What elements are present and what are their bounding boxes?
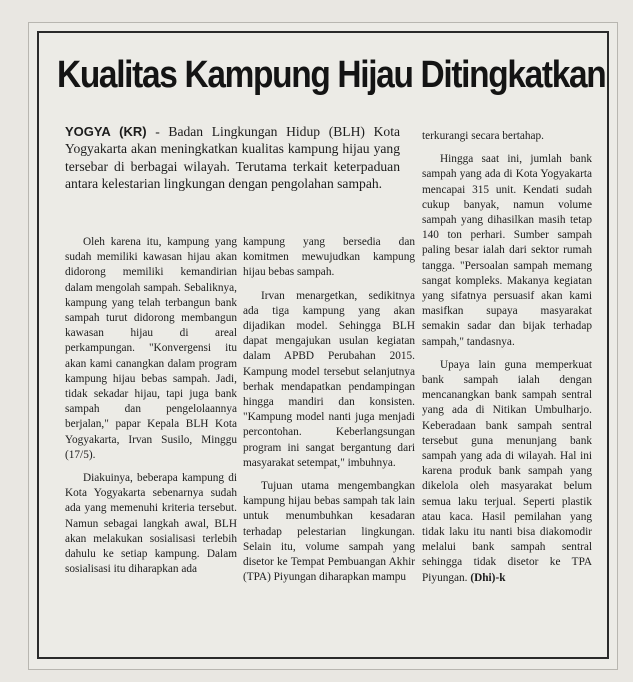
paragraph-text: Upaya lain guna memperkuat bank sampah ialah dengan mencanangkan bank sampah sentral yang ada di Nitikan Umbulharjo. Keberadaan bank sampah sentral tersebut guna menunjang bank sampah yang ada di wilayah. Hal ini karena produk bank sampah yang dikelola oleh masyarakat belum semua laku terjual. Seperti plastik atau kaca. Hasil pemilahan yang tidak laku itu nanti bisa diakomodir melalui bank sampah sentral sehingga tidak disetor ke TPA Piyungan. (422, 358, 592, 584)
article-lead-text: - Badan Lingkungan Hidup (BLH) Kota Yogyakarta akan meningkatkan kualitas kampung hijau yang tersebar di berbagai wilayah. Terutama terkait keterpaduan antara kelestarian lingkungan dengan pengolahan sampah. (65, 124, 400, 192)
paragraph: Diakuinya, beberapa kampung di Kota Yogyakarta sebenarnya sudah ada yang memenuhi kriteria tersebut. Namun sebagai langkah awal, BLH akan melakukan sosialisasi terlebih dahulu ke setiap kampung. Dalam sosialisasi itu diharapkan ada (65, 472, 237, 576)
article-headline: Kualitas Kampung Hijau Ditingkatkan (57, 54, 606, 96)
article-lead (65, 123, 400, 193)
author-signature: (Dhi)-k (470, 571, 506, 584)
article-dateline: YOGYA (KR) (65, 124, 147, 139)
newspaper-clipping (28, 22, 618, 670)
article-column-2 (243, 235, 415, 585)
article-column-3 (422, 129, 592, 586)
article-column-1 (65, 235, 237, 577)
paragraph: Oleh karena itu, kampung yang sudah memiliki kawasan hijau akan didorong memiliki kemandirian dalam mengolah sampah. Sebaliknya, kampung yang telah terbangun bank sampah turut didorong membangun kawasan hijau di areal perkampungan. "Konvergensi itu akan kami canangkan dalam program kampung hijau bebas sampah. Jadi, tidak sekadar hijau, tapi juga bank sampah dan pengelolaannya berjalan," papar Kepala BLH Kota Yogyakarta, Irvan Susilo, Minggu (17/5). (65, 236, 237, 461)
paragraph: kampung yang bersedia dan komitmen mewujudkan kampung hijau bebas sampah. (243, 236, 415, 279)
paragraph: Tujuan utama mengembangkan kampung hijau bebas sampah tak lain untuk menumbuhkan kesadaran terhadap pelestarian lingkungan. Selain itu, volume sampah yang disetor ke Tempat Pembuangan Akhir (TPA) Piyungan diharapkan mampu (243, 480, 415, 584)
paragraph (422, 358, 592, 586)
paragraph: terkurangi secara bertahap. (422, 130, 544, 142)
paragraph: Hingga saat ini, jumlah bank sampah yang ada di Kota Yogyakarta mencapai 315 unit. Kendati sudah cukup banyak, namun volume sampah yang dihasilkan masih tetap 140 ton perhari. Sumber sampah paling besar ialah dari sektor rumah tangga. "Persoalan sampah memang sangat kompleks. Makanya kegiatan yang sifatnya persuasif akan kami masifkan supaya masyarakat semakin sadar dan bijak terhadap sampah," tandasnya. (422, 153, 592, 348)
paragraph: Irvan menargetkan, sedikitnya ada tiga kampung yang akan dijadikan model. Sehingga BLH dapat mengajukan usulan kegiatan dalam APBD Perubahan 2015. Kampung model tersebut selanjutnya berhak mendapatkan pendampingan hingga mandiri dan konsisten. "Kampung model nanti juga menjadi percontohan. Keberlangsungan program ini sangat bergantung dari masyarakat setempat," imbuhnya. (243, 289, 415, 469)
